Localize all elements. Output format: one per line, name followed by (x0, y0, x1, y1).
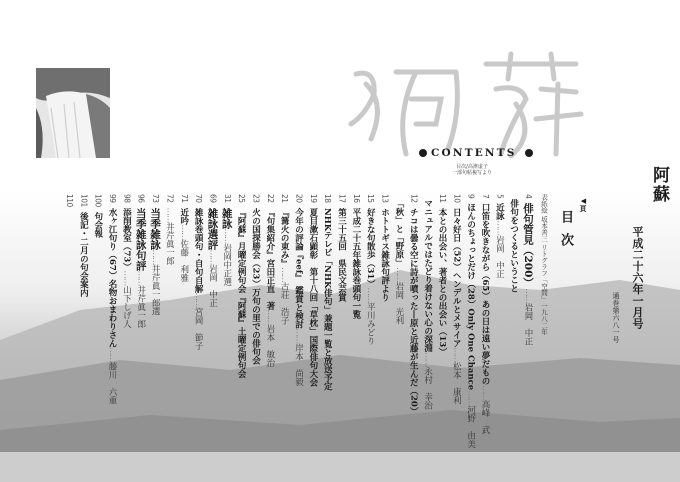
toc-entry (451, 194, 461, 404)
toc-page-number: 12 (409, 194, 419, 203)
toc-title: NHKテレビ「NHK俳句」兼題一覧と放送予定 (322, 207, 333, 390)
toc-title: 水ヶ江句り（67）名物おまわりさん (107, 207, 118, 347)
waterfall-photo (36, 68, 110, 158)
toc-leader: …… (264, 309, 275, 325)
toc-page-number: 16 (351, 194, 361, 203)
toc-title: 後記・二月の句会案内 (78, 211, 89, 297)
toc-title: 今年の評論『eef』 鑑賞と検討 (293, 207, 304, 329)
issue-date: 平成二十六年一月号 (631, 226, 644, 330)
toc-leader: …… (293, 328, 304, 344)
toc-title: 近詠 (494, 203, 505, 221)
toc-page-number: 20 (294, 194, 304, 203)
toc-leader: …… (494, 220, 505, 236)
toc-leader: …… (164, 207, 175, 223)
toc-page-number: 31 (222, 194, 232, 203)
toc-page-number: 22 (265, 194, 275, 203)
mokuji-heading: 目次 (558, 210, 573, 256)
toc-entry (250, 194, 260, 364)
toc-entry (394, 194, 404, 325)
toc-leader: …… (465, 390, 476, 406)
toc-title: 「秋」と「野原」 (393, 199, 404, 267)
toc-title: 『阿蘇』月曜定例句会『阿蘇』土曜定例句会 (236, 207, 247, 378)
toc-entry (437, 194, 447, 355)
toc-page-number: 17 (337, 194, 347, 203)
toc-title: ほんのちょっとだけ（28）Only One Chance (465, 203, 476, 391)
toc-page-number: 25 (237, 194, 247, 203)
toc-entry (207, 194, 217, 307)
toc-page-number: 9 (466, 194, 476, 199)
toc-author: 山下しげ人 (121, 285, 132, 328)
toc-title: 当季雑詠 (149, 207, 162, 250)
toc-entry (351, 194, 361, 318)
toc-author: 岩本 敏治 (264, 324, 275, 368)
toc-entry (365, 194, 375, 345)
toc-entry (523, 194, 533, 346)
toc-title: 『句集紹介』宮田正直 著 (264, 207, 275, 310)
toc-title: ホトトギス雑詠句評より (379, 207, 390, 302)
toc-title: 俳句管見（200） (522, 203, 534, 289)
toc-page-number: 99 (108, 194, 118, 203)
toc-title: 本との出会い、著者との出会い（13） (436, 207, 447, 356)
toc-title: 口笛を吹きながら（65）あの日は遠い夢だもの (479, 203, 490, 386)
toc-page-number: 101 (79, 194, 89, 207)
contents-heading: CONTENTS (431, 147, 517, 159)
toc-leader: …… (107, 346, 118, 362)
toc-leader: …… (451, 346, 462, 362)
issue-number: 通巻第六八一号 (612, 292, 620, 344)
page-marker: ◀頁 (579, 196, 588, 212)
toc-title: マニュアルではたどり着けない心の深淵 (422, 199, 433, 352)
toc-leader: …… (207, 249, 218, 265)
toc-entry (294, 194, 304, 386)
toc-title: 当季雑詠句評 (134, 207, 147, 271)
toc-entry (64, 194, 74, 212)
toc-entry (279, 194, 289, 325)
toc-author: 高峰 武 (479, 400, 490, 435)
toc-leader: …… (393, 267, 404, 282)
toc-title: 雑詠選評 (206, 207, 219, 250)
toc-author: 岩岡 中正 (523, 303, 533, 346)
toc-author: 岩岡 中正 (494, 235, 505, 278)
magazine-header (603, 166, 673, 406)
toc-author: 井芹眞一郎選 (150, 264, 161, 316)
toc-leader: …… (279, 267, 290, 283)
toc-author: 松本 康利 (451, 361, 462, 405)
toc-author: 岸本 尚毅 (293, 343, 304, 386)
toc-page-number: 70 (194, 194, 204, 203)
toc-page-number: 11 (437, 194, 447, 203)
toc-author: 井芹眞一郎 (164, 222, 175, 266)
toc-page-number: 10 (452, 194, 462, 203)
toc-entry (121, 194, 131, 328)
credit-line-2: 一部句帖複写より (452, 170, 493, 176)
toc-entry (179, 194, 189, 282)
toc-title: 第三十五回 県民文芸賞 (336, 207, 347, 302)
toc-page-number: 7 (480, 194, 490, 199)
credit-line-1: 目次/高濱虚子 (456, 164, 488, 170)
toc-entry (480, 194, 490, 434)
toc-title: 日々好日（52）ヘンデルとメサイア (451, 207, 462, 347)
toc-page-number: 21 (280, 194, 290, 203)
toc-leader: …… (422, 352, 433, 367)
toc-author: 宮岡 節子 (193, 307, 204, 351)
toc-leader: …… (221, 228, 232, 244)
toc-title: 雑詠 (220, 207, 233, 229)
toc-author: 平川みどり (365, 302, 376, 345)
toc-page-number: 15 (366, 194, 376, 203)
toc-entry (380, 194, 390, 301)
toc-author: 佐藤 利雅 (178, 239, 189, 283)
page-marker-label: 頁 (579, 205, 588, 212)
toc-leader: …… (523, 288, 533, 304)
toc-page-number: 5 (495, 194, 505, 199)
toc-page-number: 71 (179, 194, 189, 203)
toc-title: 火の国探勝会（23）万句の里での俳句会 (250, 207, 261, 364)
toc-page-number: 73 (151, 194, 161, 203)
toc-page-number: 19 (308, 194, 318, 203)
toc-page-number: 98 (122, 194, 132, 203)
magazine-title: 阿蘇 (649, 166, 669, 204)
toc-entry (408, 194, 418, 415)
toc-entry (78, 194, 88, 297)
toc-leader: …… (150, 249, 161, 265)
toc-title: チコは曇る空に詩が噴った―原と近藤が生んだ（20） (408, 207, 419, 415)
toc-page-number: 4 (524, 194, 533, 199)
toc-author: 藤川 六重 (107, 361, 118, 405)
toc-page-number: 110 (65, 194, 74, 207)
toc-entry (509, 194, 519, 293)
toc-page-number: 23 (251, 194, 261, 203)
toc-author: 古荘 浩子 (279, 282, 290, 325)
toc-page-number: 69 (208, 194, 218, 203)
toc-title: 『篝火の東み』 (279, 207, 290, 268)
toc-entry (423, 194, 433, 410)
toc-entry (494, 194, 504, 278)
toc-author: 河野 由美 (465, 405, 476, 448)
toc-entry (193, 194, 203, 350)
calligraphy-aso (336, 44, 596, 162)
toc-page-number: 100 (93, 194, 103, 207)
toc-entry (322, 194, 332, 390)
toc-title: 近吟 (178, 207, 189, 225)
toc-author: 岩岡 光利 (393, 282, 404, 325)
toc-author: 岩岡 中正 (207, 264, 218, 308)
toc-entry (222, 194, 232, 286)
toc-title: 句会報 (92, 211, 103, 238)
toc-title: 夏目漱石顕彰 第十八回「草枕」国際俳句大会 (307, 207, 318, 387)
toc-entry (308, 194, 318, 386)
toc-title: 雑詠巻頭句・自句自解 (193, 207, 204, 293)
toc-leader: …… (193, 292, 204, 308)
toc-leader: …… (178, 224, 189, 240)
toc-page-number: 18 (323, 194, 333, 203)
toc-leader: …… (365, 287, 376, 303)
toc-entry (164, 194, 174, 265)
toc-entry (466, 194, 476, 448)
toc-page-number: 96 (136, 194, 146, 203)
toc-author: 岩岡中正選 (221, 243, 232, 287)
toc-entry (136, 194, 146, 328)
toc-author: 永村 幸治 (422, 367, 433, 410)
toc-author: 井芹眞一郎 (135, 285, 146, 329)
toc-entry (107, 194, 117, 404)
toc-entry (236, 194, 246, 378)
toc-leader: …… (479, 385, 490, 401)
toc-entry (265, 194, 275, 367)
toc-title: 添削教室（73） (121, 207, 132, 271)
toc-entry (337, 194, 347, 301)
toc-title: 好きな句散歩（31） (365, 207, 376, 288)
toc-page-number: 13 (380, 194, 390, 203)
cover-credit: 表紙絵 坂本善三 リトグラフ「空間」一九八二年 (540, 194, 548, 335)
toc-page-number: 72 (165, 194, 175, 203)
toc-title: 平成二十五年雑詠巻頭句一覧 (350, 207, 361, 319)
toc-title: 俳句をつくるということ (508, 199, 519, 293)
toc-leader: …… (121, 270, 132, 286)
toc-leader: …… (135, 270, 146, 286)
credit (452, 164, 492, 176)
toc-entry (93, 194, 103, 237)
toc-entry (150, 194, 160, 316)
